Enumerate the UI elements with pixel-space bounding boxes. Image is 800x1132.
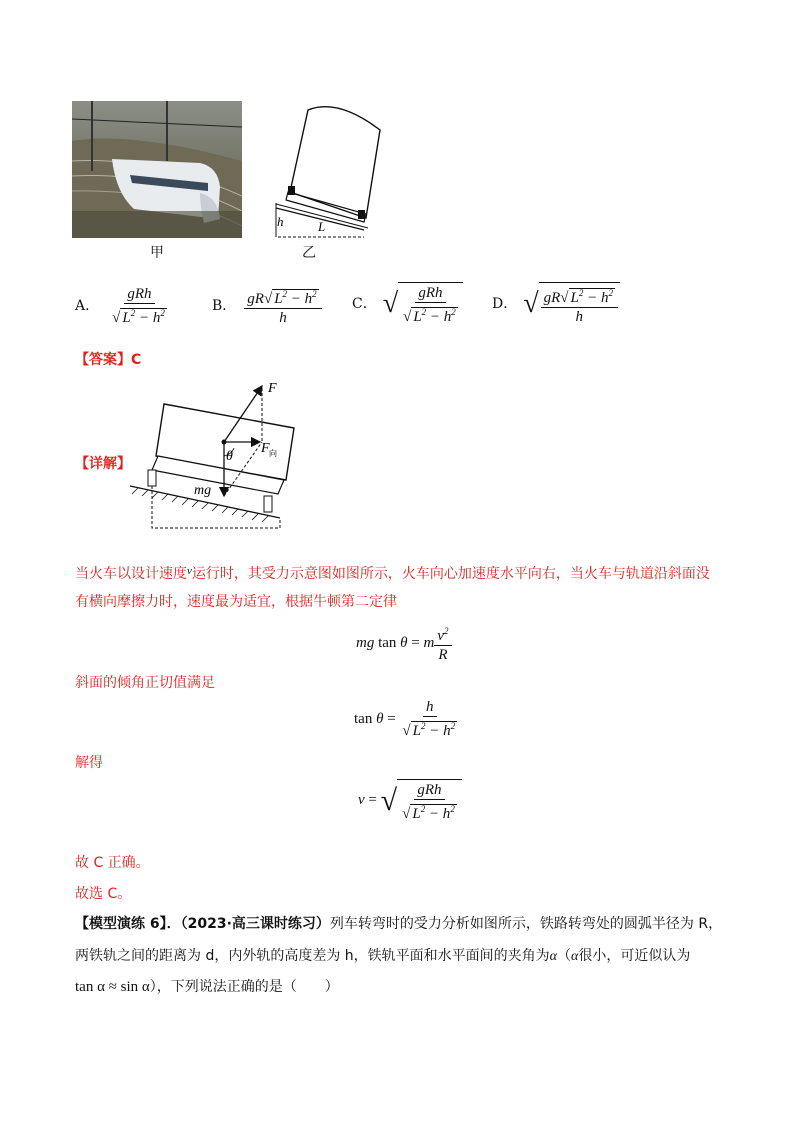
- option-d-formula: √ $\frac{gR√ L^2 - h^2}{h}$: [523, 282, 620, 325]
- diagram-label-h: h: [277, 214, 284, 229]
- option-b-letter: B．: [212, 298, 237, 314]
- detail-label: 【详解】: [75, 456, 131, 472]
- option-c-formula: √ $\frac{\text{gRh}}{√ L^2 - h^2}$: [383, 282, 463, 325]
- diagram-label-L: L: [318, 219, 326, 234]
- next-question-text-2: 两铁轨之间的距离为 d，内外轨的高度差为 h，铁轨平面和水平面间的夹角为: [75, 948, 550, 964]
- option-d[interactable]: [492, 282, 620, 325]
- train-photo: [72, 101, 242, 238]
- next-question-line-2: [75, 946, 690, 967]
- option-a-letter: A．: [75, 298, 100, 314]
- photo-caption: 甲: [150, 245, 164, 261]
- detail-para1-b: 运行时，其受力示意图如图所示，火车向心加速度水平向右，当火车与轨道沿斜面没: [191, 566, 710, 582]
- equation-v: v = √ $\frac{\text{gRh}}{√ L^2 - h^2}$: [358, 779, 462, 822]
- force-label-Fdir: F: [261, 441, 270, 456]
- next-question-label: 【模型演练 6】: [75, 916, 167, 932]
- detail-paragraph-3: 斜面的倾角正切值满足: [75, 675, 215, 691]
- next-question-text-1: 列车转弯时的受力分析如图所示，铁路转弯处的圆弧半径为 R，: [329, 916, 723, 932]
- equation-newton: mg tan θ = m $\frac{v^2}{R}$: [356, 623, 452, 663]
- detail-para1-a: 当火车以设计速度: [75, 566, 187, 582]
- alpha-symbol-2: α: [571, 949, 579, 964]
- diagram-caption: 乙: [302, 245, 316, 261]
- option-c-letter: C．: [352, 295, 377, 312]
- equation-tan: tan θ = $\frac{h}{√ L^2 - h^2}$: [354, 699, 456, 739]
- approx-formula: tan α ≈ sin α: [75, 979, 150, 995]
- angle-label-theta: θ: [226, 449, 233, 464]
- conclusion-1: 故 C 正确。: [75, 855, 150, 871]
- next-question-text-2-tail: 很小，可近似认为: [578, 948, 691, 964]
- next-question-line-1: [75, 914, 722, 934]
- next-question-line-3: [75, 977, 339, 997]
- answer-label: 【答案】: [75, 352, 131, 368]
- option-a-formula: $\frac{\text{gRh}}{√ L^2 - h^2}$: [112, 286, 165, 326]
- force-label-Fdir-sub: 向: [269, 449, 277, 458]
- option-d-letter: D．: [492, 295, 518, 312]
- detail-paragraph-1: [75, 561, 710, 584]
- force-diagram: [128, 376, 298, 532]
- force-label-F: F: [268, 381, 277, 396]
- option-b-formula: $\frac{gR√ L^2 - h^2}{h}$: [244, 286, 321, 326]
- paren-open: （: [557, 948, 572, 964]
- force-label-mg: mg: [194, 483, 212, 498]
- tilted-train-diagram: [268, 100, 388, 242]
- option-b[interactable]: [212, 286, 322, 326]
- option-c[interactable]: [352, 282, 463, 325]
- detail-paragraph-4: 解得: [75, 755, 103, 771]
- conclusion-2: 故选 C。: [75, 886, 132, 902]
- answer-value: C: [131, 352, 142, 368]
- answer-line: [75, 350, 141, 370]
- detail-para1-v: v: [187, 565, 192, 577]
- detail-paragraph-2: 有横向摩擦力时，速度最为适宜，根据牛顿第二定律: [75, 594, 397, 610]
- next-question-text-3: ），下列说法正确的是（ ）: [149, 979, 339, 995]
- next-question-source: ．（2023·高三课时练习）: [166, 916, 330, 932]
- alpha-symbol: α: [549, 949, 558, 964]
- option-a[interactable]: [75, 286, 170, 326]
